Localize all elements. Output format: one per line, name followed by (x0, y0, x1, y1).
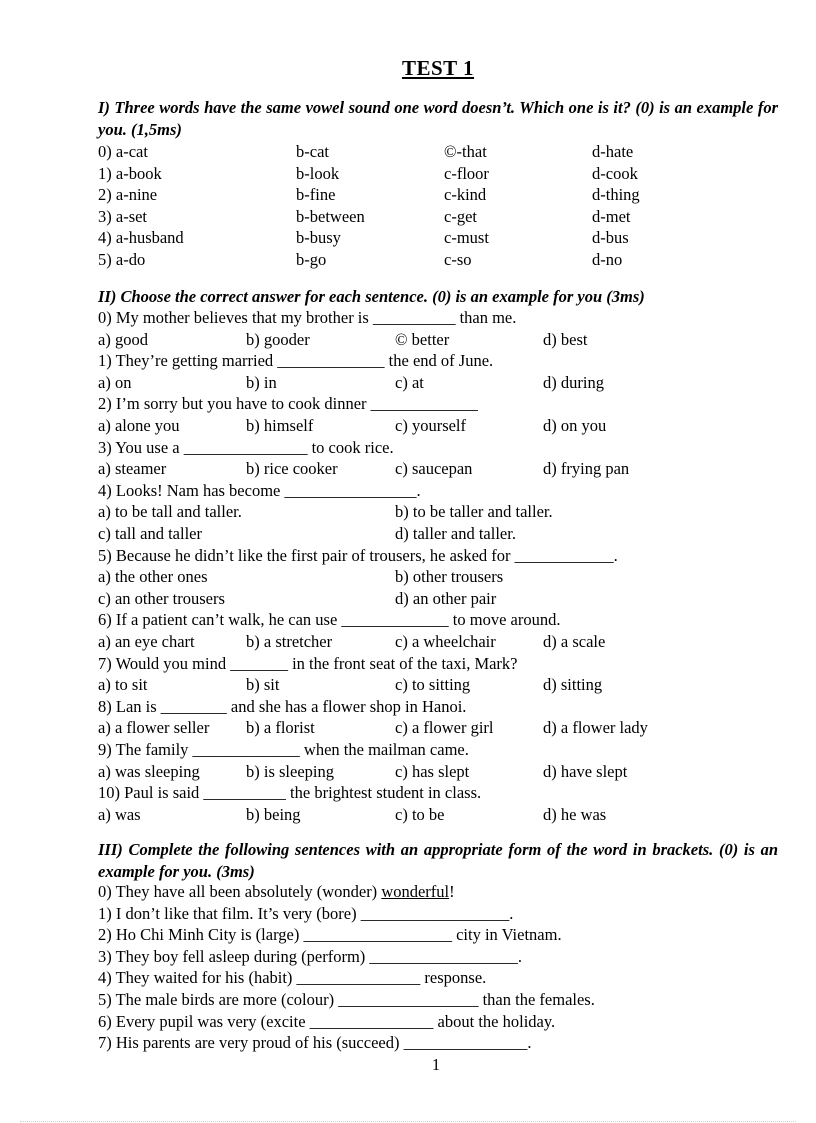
answer-option: d) best (543, 329, 588, 349)
vowel-option: b-busy (296, 228, 341, 248)
vowel-option: 5) a-do (98, 250, 146, 269)
question-text: 8) Lan is ________ and she has a flower shop in Hanoi. (98, 696, 467, 716)
vowel-option: b-cat (296, 142, 329, 161)
answer-option: c) tall and taller (98, 524, 202, 543)
vowel-option: d-hate (592, 142, 634, 161)
vowel-option: c-must (444, 228, 489, 248)
word-form-question: 2) Ho Chi Minh City is (large) __________________ city in Vietnam. (98, 925, 562, 945)
answer-option: b) to be taller and taller. (395, 502, 553, 522)
answer-option: d) taller and taller. (395, 524, 516, 543)
section3-example (98, 881, 778, 903)
answer-option: c) yourself (395, 416, 467, 435)
section3-heading: III) Complete the following sentences with an appropriate form of the word in brackets. (0) is an example for you. (3ms) (98, 840, 778, 881)
page-title: TEST 1 (401, 56, 475, 80)
answer-option: c) has slept (395, 761, 470, 781)
answer-option: b) gooder (246, 329, 310, 349)
answer-option: b) himself (246, 416, 314, 435)
answer-option: a) the other ones (98, 567, 208, 587)
answer-option: c) a flower girl (395, 718, 494, 738)
section1-heading: I) Three words have the same vowel sound one word doesn’t. Which one is it? (0) is an example for you. (1,5ms) (98, 98, 778, 139)
answer-option: a) was sleeping (98, 761, 200, 781)
answer-option: a) to be tall and taller. (98, 502, 242, 522)
answer-option: b) sit (246, 675, 280, 695)
answer-option: © better (395, 329, 450, 349)
answer-option: a) a flower seller (98, 718, 210, 738)
page-number: 1 (431, 1055, 441, 1074)
question-text: 6) If a patient can’t walk, he can use _____________ to move around. (98, 610, 561, 630)
vowel-option: 2) a-nine (98, 185, 158, 205)
question-text: 4) Looks! Nam has become ________________. (98, 480, 421, 500)
question-text: 7) Would you mind _______ in the front seat of the taxi, Mark? (98, 653, 518, 673)
question-text: 10) Paul is said __________ the brightest student in class. (98, 783, 482, 803)
vowel-option: b-look (296, 163, 340, 183)
answer-option: b) in (246, 372, 277, 392)
answer-option: c) at (395, 372, 424, 392)
word-form-question: 1) I don’t like that film. It’s very (bore) __________________. (98, 903, 514, 923)
question-text: 1) They’re getting married _____________ the end of June. (98, 351, 494, 371)
vowel-option: ©-that (444, 142, 487, 161)
answer-option: a) good (98, 329, 148, 349)
answer-option: a) steamer (98, 459, 167, 479)
question-text: 9) The family _____________ when the mailman came. (98, 740, 469, 759)
answer-option: d) an other pair (395, 588, 497, 608)
word-form-question: 5) The male birds are more (colour) _________________ than the females. (98, 990, 595, 1009)
vowel-option: 3) a-set (98, 206, 148, 226)
vowel-option: d-bus (592, 228, 629, 248)
answer-option: a) to sit (98, 675, 148, 695)
page-border (20, 1121, 796, 1122)
answer-option: d) a flower lady (543, 718, 648, 738)
vowel-option: c-kind (444, 185, 487, 205)
answer-option: b) rice cooker (246, 459, 338, 479)
answer-option: d) sitting (543, 675, 603, 695)
vowel-option: b-fine (296, 185, 336, 205)
answer-option: c) to sitting (395, 675, 471, 695)
vowel-option: 0) a-cat (98, 142, 148, 161)
vowel-option: d-cook (592, 163, 638, 183)
answer-option: b) a stretcher (246, 632, 333, 651)
answer-option: c) a wheelchair (395, 632, 496, 651)
answer-option: d) have slept (543, 761, 628, 781)
vowel-option: c-so (444, 250, 472, 269)
example-suffix: ! (449, 882, 455, 901)
answer-option: a) alone you (98, 416, 180, 435)
question-text: 5) Because he didn’t like the first pair of trousers, he asked for ____________. (98, 545, 618, 565)
vowel-option: b-between (296, 206, 365, 226)
answer-option: d) on you (543, 416, 607, 435)
word-form-question: 3) They boy fell asleep during (perform) __________________. (98, 946, 523, 966)
word-form-question: 4) They waited for his (habit) _______________ response. (98, 968, 487, 988)
answer-option: d) during (543, 372, 604, 392)
word-form-question: 6) Every pupil was very (excite _______________ about the holiday. (98, 1011, 556, 1031)
answer-option: d) he was (543, 804, 607, 824)
answer-option: a) was (98, 804, 141, 824)
answer-option: c) an other trousers (98, 588, 225, 608)
word-form-question: 7) His parents are very proud of his (succeed) _______________. (98, 1033, 532, 1053)
vowel-option: d-no (592, 250, 623, 269)
vowel-option: c-get (444, 206, 477, 226)
answer-option: d) a scale (543, 632, 606, 651)
question-text: 3) You use a _______________ to cook rice. (98, 437, 394, 457)
answer-option: b) being (246, 804, 301, 824)
vowel-option: d-thing (592, 185, 640, 205)
question-text: 0) My mother believes that my brother is __________ than me. (98, 308, 517, 327)
answer-option: a) on (98, 372, 132, 392)
answer-option: b) is sleeping (246, 761, 334, 781)
answer-option: c) to be (395, 804, 445, 824)
vowel-option: b-go (296, 250, 327, 269)
answer-option: b) other trousers (395, 567, 504, 587)
example-answer: wonderful (381, 882, 450, 901)
vowel-option: 4) a-husband (98, 228, 184, 248)
vowel-option: 1) a-book (98, 163, 162, 183)
example-prefix: 0) They have all been absolutely (wonder) (98, 882, 382, 901)
vowel-option: c-floor (444, 163, 489, 183)
answer-option: b) a florist (246, 718, 315, 738)
answer-option: d) frying pan (543, 459, 630, 479)
section2-heading: II) Choose the correct answer for each sentence. (0) is an example for you (3ms) (98, 287, 645, 306)
question-text: 2) I’m sorry but you have to cook dinner _____________ (98, 394, 478, 414)
answer-option: a) an eye chart (98, 632, 195, 651)
vowel-option: d-met (592, 206, 631, 226)
answer-option: c) saucepan (395, 459, 473, 479)
